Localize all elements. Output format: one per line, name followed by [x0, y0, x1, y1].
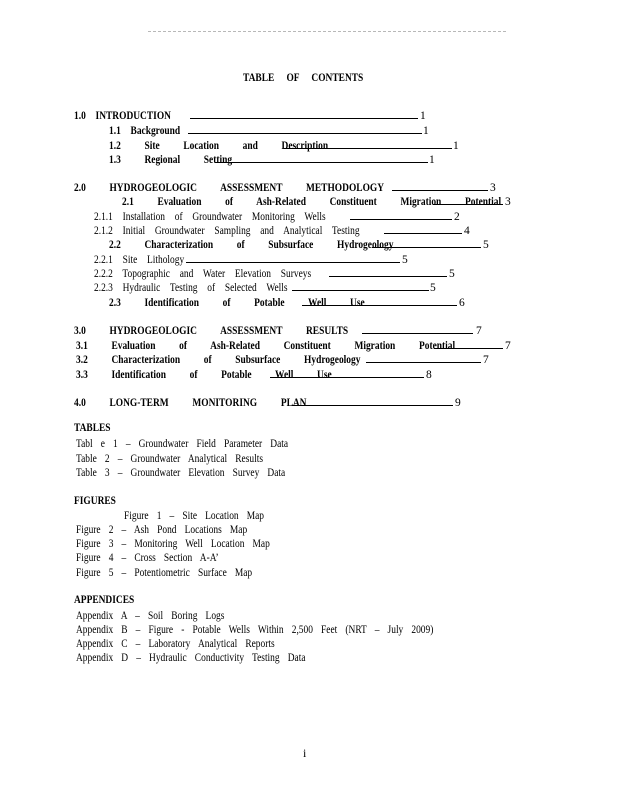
- toc-leader-line: [292, 290, 429, 291]
- toc-page-number: 8: [426, 369, 432, 381]
- toc-entry-1-3: [109, 153, 232, 167]
- list-item-figure-2: Figure 2 – Ash Pond Locations Map: [76, 524, 248, 536]
- list-item-table-2: Table 2 – Groundwater Analytical Results: [76, 453, 264, 465]
- toc-entry-number: 2.2.1: [94, 254, 113, 266]
- list-item-figure-3: Figure 3 – Monitoring Well Location Map: [76, 538, 270, 550]
- toc-entry-number: 3.2: [76, 354, 88, 366]
- appendices-heading: APPENDICES: [74, 594, 135, 606]
- toc-entry-title: LONG-TERM MONITORING PLAN: [109, 397, 307, 409]
- toc-entry-title: Background: [130, 125, 181, 137]
- toc-entry-2-2: [109, 238, 393, 252]
- toc-page-number: 1: [420, 110, 426, 122]
- toc-page-number: 1: [453, 140, 459, 152]
- figures-heading: FIGURES: [74, 495, 116, 507]
- toc-page-number: 3: [490, 182, 496, 194]
- toc-leader-line: [384, 233, 462, 234]
- toc-leader-line: [434, 348, 503, 349]
- toc-page-number: 1: [429, 154, 435, 166]
- list-item-appendix-b: Appendix B – Figure - Potable Wells Within 2,500 Feet (NRT – July 2009): [76, 624, 434, 636]
- toc-entry-title: Hydraulic Testing of Selected Wells: [122, 282, 288, 294]
- toc-page-number: 5: [430, 282, 436, 294]
- toc-entry-title: Identification of Potable Well Use: [144, 297, 365, 309]
- toc-entry-4-0: [74, 396, 306, 410]
- toc-entry-title: Regional Setting: [144, 154, 233, 166]
- toc-entry-1-1: [109, 124, 180, 138]
- toc-entry-2-3: [109, 296, 365, 310]
- toc-leader-line: [188, 133, 422, 134]
- list-item-table-3: Table 3 – Groundwater Elevation Survey Data: [76, 467, 286, 479]
- header-rule: [148, 31, 506, 32]
- toc-entry-title: Initial Groundwater Sampling and Analytical Testing: [122, 225, 360, 237]
- toc-leader-line: [329, 276, 447, 277]
- tables-heading: TABLES: [74, 422, 111, 434]
- toc-entry-1-0: [74, 109, 171, 123]
- toc-entry-title: INTRODUCTION: [95, 110, 171, 122]
- toc-entry-number: 1.1: [109, 125, 121, 137]
- toc-entry-number: 2.1.1: [94, 211, 113, 223]
- list-item-appendix-d: Appendix D – Hydraulic Conductivity Testing Data: [76, 652, 306, 664]
- toc-page-number: 7: [483, 354, 489, 366]
- toc-leader-line: [284, 148, 452, 149]
- toc-entry-3-3: [76, 368, 332, 382]
- toc-page-number: 6: [459, 297, 465, 309]
- toc-entry-title: Characterization of Subsurface Hydrogeology: [144, 239, 394, 251]
- toc-entry-2-0: [74, 181, 384, 195]
- toc-entry-number: 1.0: [74, 110, 86, 122]
- toc-entry-number: 3.3: [76, 369, 88, 381]
- toc-page-number: 7: [476, 325, 482, 337]
- toc-leader-line: [302, 305, 457, 306]
- toc-page-number: 2: [454, 211, 460, 223]
- toc-leader-line: [366, 362, 481, 363]
- list-item-figure-4: Figure 4 – Cross Section A-A’: [76, 552, 219, 564]
- toc-page-number: 4: [464, 225, 470, 237]
- toc-page-number: 5: [402, 254, 408, 266]
- toc-entry-number: 2.1.2: [94, 225, 113, 237]
- page-number: i: [303, 746, 307, 760]
- toc-entry-1-2: [109, 139, 328, 153]
- toc-entry-title: Evaluation of Ash-Related Constituent Migration Potential: [157, 196, 502, 208]
- toc-entry-3-0: [74, 324, 348, 338]
- toc-entry-number: 2.1: [122, 196, 134, 208]
- toc-page-number: 5: [449, 268, 455, 280]
- toc-entry-number: 1.3: [109, 154, 121, 166]
- toc-entry-number: 2.2.2: [94, 268, 113, 280]
- toc-entry-title: Installation of Groundwater Monitoring Wells: [122, 211, 326, 223]
- toc-leader-line: [350, 219, 452, 220]
- toc-page-number: 3: [505, 196, 511, 208]
- toc-leader-line: [215, 162, 428, 163]
- toc-entry-number: 4.0: [74, 397, 86, 409]
- toc-entry-number: 3.1: [76, 340, 88, 352]
- toc-entry-title: Site Location and Description: [144, 140, 329, 152]
- toc-entry-title: Evaluation of Ash-Related Constituent Migration Potential: [111, 340, 456, 352]
- toc-page-number: 7: [505, 340, 511, 352]
- toc-entry-2-2-3: [94, 281, 288, 295]
- toc-entry-title: Site Lithology: [122, 254, 185, 266]
- list-item-figure-5: Figure 5 – Potentiometric Surface Map: [76, 567, 253, 579]
- toc-page-number: 1: [423, 125, 429, 137]
- list-item-table-1: Tabl e 1 – Groundwater Field Parameter Data: [76, 438, 289, 450]
- list-item-appendix-c: Appendix C – Laboratory Analytical Reports: [76, 638, 275, 650]
- toc-entry-2-2-1: [94, 253, 184, 267]
- toc-entry-number: 2.2: [109, 239, 121, 251]
- toc-entry-3-1: [76, 339, 455, 353]
- toc-leader-line: [186, 262, 400, 263]
- toc-entry-2-1-2: [94, 224, 360, 238]
- toc-leader-line: [292, 405, 453, 406]
- toc-entry-number: 3.0: [74, 325, 86, 337]
- toc-entry-2-1: [122, 195, 501, 209]
- toc-entry-title: Identification of Potable Well Use: [111, 369, 332, 381]
- toc-leader-line: [392, 190, 488, 191]
- toc-leader-line: [190, 118, 418, 119]
- toc-leader-line: [433, 204, 503, 205]
- toc-leader-line: [362, 333, 473, 334]
- toc-entry-title: Characterization of Subsurface Hydrogeology: [111, 354, 361, 366]
- toc-entry-number: 2.3: [109, 297, 121, 309]
- toc-page-number: 5: [483, 239, 489, 251]
- toc-entry-number: 1.2: [109, 140, 121, 152]
- toc-entry-title: Topographic and Water Elevation Surveys: [122, 268, 312, 280]
- list-item-figure-1: Figure 1 – Site Location Map: [124, 510, 265, 522]
- toc-entry-2-1-1: [94, 210, 326, 224]
- toc-entry-number: 2.0: [74, 182, 86, 194]
- list-item-appendix-a: Appendix A – Soil Boring Logs: [76, 610, 225, 622]
- toc-entry-title: HYDROGEOLOGIC ASSESSMENT METHODOLOGY: [109, 182, 385, 194]
- toc-entry-3-2: [76, 353, 360, 367]
- toc-leader-line: [372, 247, 481, 248]
- toc-leader-line: [270, 377, 424, 378]
- toc-entry-number: 2.2.3: [94, 282, 113, 294]
- toc-entry-2-2-2: [94, 267, 311, 281]
- toc-page-number: 9: [455, 397, 461, 409]
- page-title: TABLE OF CONTENTS: [243, 72, 364, 84]
- toc-entry-title: HYDROGEOLOGIC ASSESSMENT RESULTS: [109, 325, 349, 337]
